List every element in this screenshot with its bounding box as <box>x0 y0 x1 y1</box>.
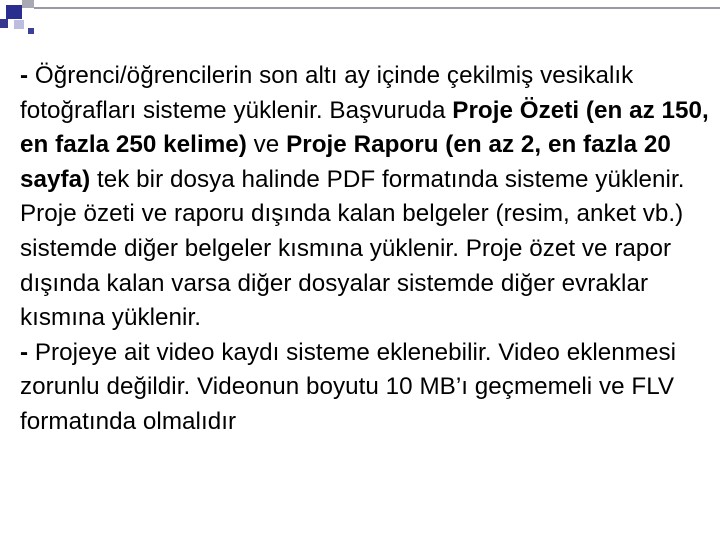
header-divider-line <box>34 7 720 9</box>
bold-text-report-rule: Proje Raporu (en az 2, en fazla 20 sayfa) <box>20 131 671 193</box>
slide-body-text <box>20 59 710 440</box>
paragraph-submission-rules <box>20 59 710 336</box>
decor-square-lilac <box>14 20 24 29</box>
text-segment: Projeye ait video kaydı sisteme eklenebilir. Video eklenmesi zorunlu değildir. Videonun boyutu 10 MB’ı geçmemeli ve FLV formatında olmalıdır <box>20 338 677 435</box>
corner-decoration <box>0 0 720 40</box>
decor-square-gray <box>22 0 34 8</box>
decor-square-navy <box>0 19 8 28</box>
bullet-dash: - <box>20 62 35 89</box>
text-segment: tek bir dosya halinde PDF formatında sisteme yüklenir. Proje özeti ve raporu dışında kalan belgeler (resim, anket vb.) sistemde diğer belgeler kısmına yüklenir. Proje özet ve rapor dışında kalan varsa diğer dosyalar sistemde diğer evraklar kısmına yüklenir. <box>20 165 685 332</box>
paragraph-video-rules <box>20 336 710 440</box>
decor-square-blue <box>6 5 22 19</box>
bold-text-summary-rule: Proje Özeti (en az 150, en fazla 250 kelime) <box>20 96 709 159</box>
bullet-dash: - <box>20 338 35 366</box>
decor-square-navy-small <box>28 28 34 34</box>
text-segment: Öğrenci/öğrencilerin son altı ay içinde çekilmiş vesikalık fotoğrafları sisteme yüklenir. Başvuruda <box>20 62 634 124</box>
text-segment: ve <box>246 131 287 159</box>
